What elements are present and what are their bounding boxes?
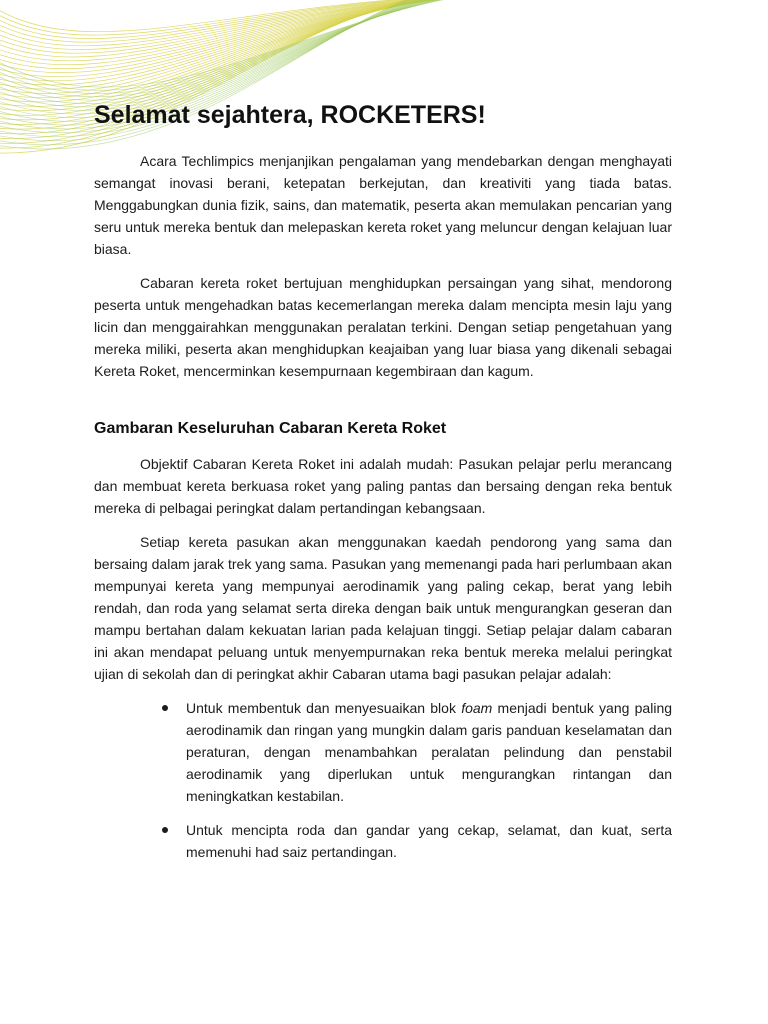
list-item (186, 819, 672, 863)
section-paragraph-2: Setiap kereta pasukan akan menggunakan kaedah pendorong yang sama dan bersaing dalam jarak trek yang sama. Pasukan yang memenangi pada hari perlumbaan akan mempunyai kereta yang mempunyai aerodinamik yang paling cekap, berat yang lebih rendah, dan roda yang selamat serta direka dengan baik untuk mengurangkan geseran dan mampu bertahan dalam kekuatan larian pada kelajuan tinggi. Setiap pelajar dalam cabaran ini akan mendapat peluang untuk menyempurnakan reka bentuk mereka melalui peringkat ujian di sekolah dan di peringkat akhir Cabaran utama bagi pasukan pelajar adalah: (94, 534, 672, 682)
wave-line (0, 0, 449, 110)
wave-line (0, 0, 496, 73)
wave-line (0, 0, 508, 61)
list-item-text-start: Untuk membentuk dan menyesuaikan blok (186, 700, 462, 716)
bullet-icon (162, 827, 168, 833)
section-paragraph-1: Objektif Cabaran Kereta Roket ini adalah mudah: Pasukan pelajar perlu merancang dan membuat kereta berkuasa roket yang paling pantas dan bersaing dengan reka bentuk mereka di pelbagai peringkat dalam pertandingan kebangsaan. (94, 456, 672, 516)
wave-line (0, 0, 461, 97)
challenge-list (94, 697, 672, 863)
list-item-text: Untuk mencipta roda dan gandar yang cekap, selamat, dan kuat, serta memenuhi had saiz pertandingan. (186, 822, 672, 860)
list-item (186, 697, 672, 807)
wave-line (0, 0, 472, 98)
bullet-icon (162, 705, 168, 711)
list-item-text-end: menjadi bentuk yang paling aerodinamik dan ringan yang mungkin dalam garis panduan keselamatan dan peraturan, dengan menambahkan peralatan pelindung dan penstabil aerodinamik yang diperlukan untuk mengurangkan rintangan dan meningkatkan kestabilan. (186, 700, 673, 804)
wave-line (0, 0, 516, 53)
section-heading: Gambaran Keseluruhan Cabaran Kereta Roket (94, 420, 447, 437)
list-item-italic-term: foam (461, 700, 493, 716)
page-title: Selamat sejahtera, ROCKETERS! (94, 101, 486, 129)
wave-line (0, 0, 524, 46)
intro-paragraph-1: Acara Techlimpics menjanjikan pengalaman yang mendebarkan dengan menghayati semangat inovasi berani, ketepatan berkejutan, dan kreativiti yang tiada batas. Menggabungkan dunia fizik, sains, dan matematik, peserta akan memulakan pencarian yang seru untuk mereka bentuk dan melepaskan kereta roket yang meluncur dengan kelajuan luar biasa. (94, 153, 672, 257)
document-body (94, 97, 672, 875)
intro-paragraph-2: Cabaran kereta roket bertujuan menghidupkan persaingan yang sihat, mendorong peserta untuk mengehadkan batas kecemerlangan mereka dalam mencipta mesin laju yang licin dan menggairahkan menggunakan peralatan terkini. Dengan setiap pengetahuan yang mereka miliki, peserta akan menghidupkan keajaiban yang luar biasa yang dikenali sebagai Kereta Roket, mencerminkan kesempurnaan kegembiraan dan kagum. (94, 275, 672, 379)
wave-line (0, 0, 464, 93)
